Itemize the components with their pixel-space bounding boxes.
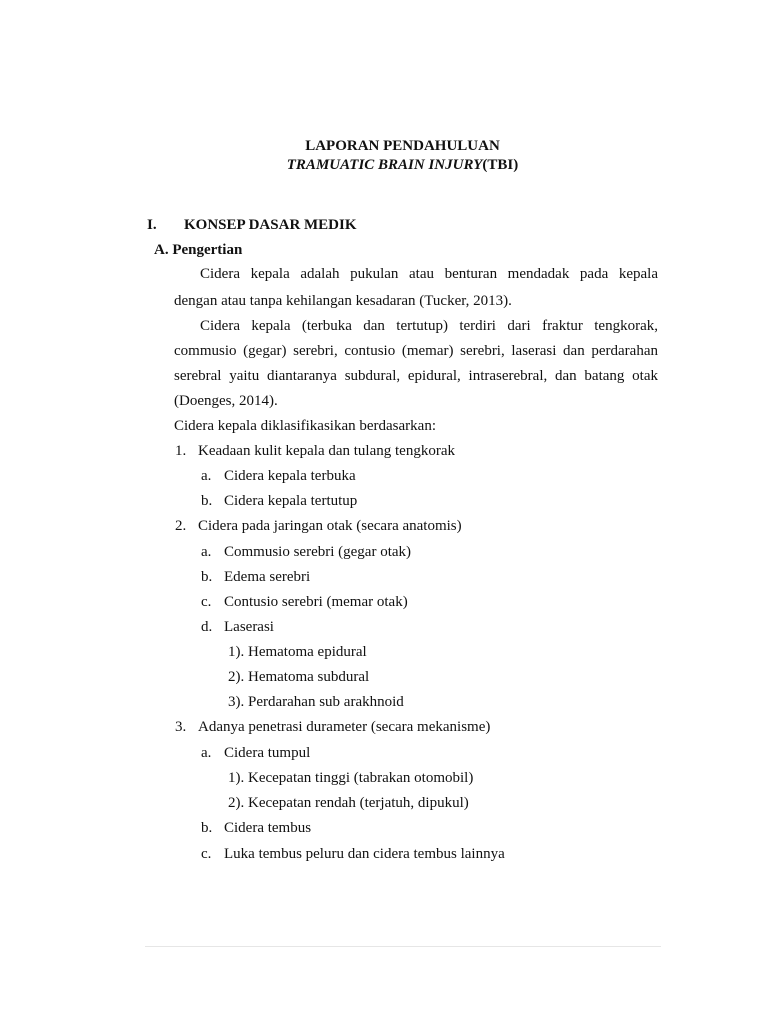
list-item-2d-1: 1). Hematoma epidural — [228, 644, 367, 660]
section-number: I. — [147, 217, 157, 233]
list-item-2a-marker: a. — [201, 544, 212, 560]
subtitle-italic: TRAMUATIC BRAIN INJURY — [286, 157, 483, 173]
list-item-2d-3: 3). Perdarahan sub arakhnoid — [228, 694, 404, 710]
list-item-3a: Cidera tumpul — [224, 745, 311, 761]
subtitle-suffix: (TBI) — [482, 157, 519, 173]
subsection-heading: A. Pengertian — [154, 242, 243, 258]
paragraph-2-line-3: serebral yaitu diantaranya subdural, epidural, intraserebral, dan batang otak — [174, 368, 658, 384]
list-item-3c: Luka tembus peluru dan cidera tembus lainnya — [224, 846, 505, 862]
list-item-3a-marker: a. — [201, 745, 212, 761]
list-item-2c: Contusio serebri (memar otak) — [224, 594, 408, 610]
list-item-2b-marker: b. — [201, 569, 213, 585]
footer-divider — [145, 946, 661, 947]
list-item-1-marker: 1. — [175, 443, 187, 459]
document-subtitle — [0, 156, 768, 174]
list-item-3: Adanya penetrasi durameter (secara mekanisme) — [198, 719, 491, 735]
list-item-3b: Cidera tembus — [224, 820, 312, 836]
list-item-2: Cidera pada jaringan otak (secara anatomis) — [198, 518, 462, 534]
list-item-1b-marker: b. — [201, 493, 213, 509]
list-item-1a-marker: a. — [201, 468, 212, 484]
list-item-3b-marker: b. — [201, 820, 213, 836]
list-item-2a: Commusio serebri (gegar otak) — [224, 544, 412, 560]
list-item-2d-marker: d. — [201, 619, 213, 635]
paragraph-2-line-1: Cidera kepala (terbuka dan tertutup) terdiri dari fraktur tengkorak, — [200, 318, 658, 334]
list-item-2-marker: 2. — [175, 518, 187, 534]
list-item-3a-2: 2). Kecepatan rendah (terjatuh, dipukul) — [228, 795, 469, 811]
paragraph-2-line-2: commusio (gegar) serebri, contusio (memar) serebri, laserasi dan perdarahan — [174, 343, 658, 359]
document-title: LAPORAN PENDAHULUAN — [305, 138, 500, 154]
list-item-2c-marker: c. — [201, 594, 212, 610]
list-item-3c-marker: c. — [201, 846, 212, 862]
list-item-3-marker: 3. — [175, 719, 187, 735]
paragraph-1-line-1: Cidera kepala adalah pukulan atau benturan mendadak pada kepala — [200, 266, 658, 282]
list-item-3a-1: 1). Kecepatan tinggi (tabrakan otomobil) — [228, 770, 474, 786]
paragraph-1-line-2: dengan atau tanpa kehilangan kesadaran (Tucker, 2013). — [174, 293, 512, 309]
list-item-2d-2: 2). Hematoma subdural — [228, 669, 370, 685]
list-item-2d: Laserasi — [224, 619, 274, 635]
list-item-1: Keadaan kulit kepala dan tulang tengkorak — [198, 443, 455, 459]
section-heading: KONSEP DASAR MEDIK — [184, 217, 357, 233]
list-item-1a: Cidera kepala terbuka — [224, 468, 356, 484]
list-item-1b: Cidera kepala tertutup — [224, 493, 358, 509]
paragraph-3: Cidera kepala diklasifikasikan berdasarkan: — [174, 418, 436, 434]
paragraph-2-line-4: (Doenges, 2014). — [174, 393, 278, 409]
list-item-2b: Edema serebri — [224, 569, 311, 585]
